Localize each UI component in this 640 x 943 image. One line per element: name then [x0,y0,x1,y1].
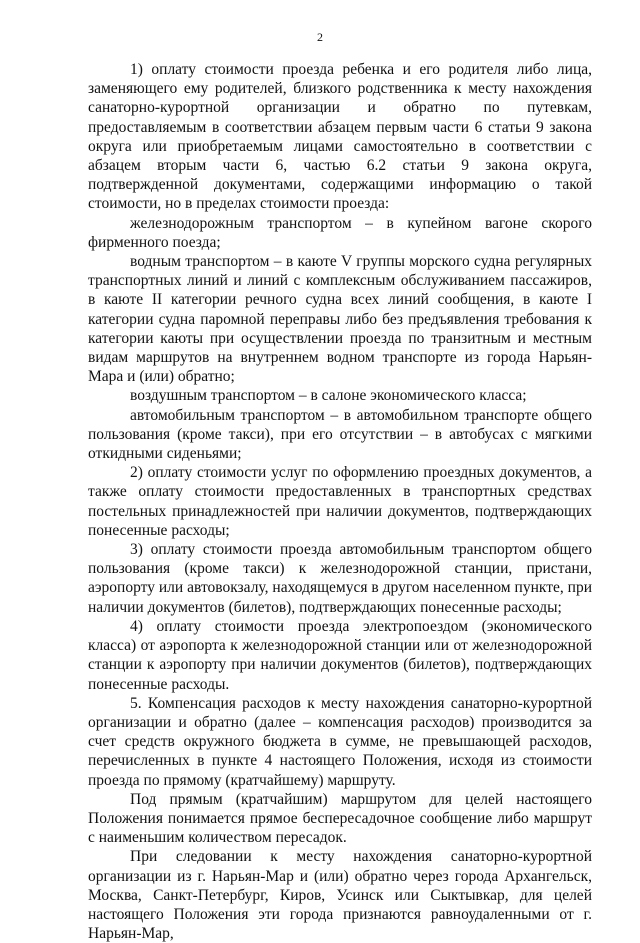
paragraph-road-transport: автомобильным транспортом – в автомобильном транспорте общего пользования (кроме такси), при его отсутствии – в автобусах с мягкими откидными сиденьями; [88,406,592,463]
paragraph-direct-route-definition: Под прямым (кратчайшим) маршрутом для целей настоящего Положения понимается прямое беспересадочное сообщение либо маршрут с наименьшим количеством пересадок. [88,790,592,847]
paragraph-1-item-1: 1) оплату стоимости проезда ребенка и его родителя либо лица, заменяющего ему родителей, близкого родственника к месту нахождения санаторно-курортной организации и обратно по путевкам, предоставляемым в соответствии абзацем первым части 6 статьи 9 закона округа или приобретаемым лицами самостоятельно в соответствии с абзацем вторым части 6, частью 6.2 статьи 9 закона округа, подтвержденной документами, содержащими информацию о такой стоимости, но в пределах стоимости проезда: [88,61,592,213]
paragraph-item-2: 2) оплату стоимости услуг по оформлению проездных документов, а также оплату стоимости предоставленных в транспортных средствах постельных принадлежностей при наличии документов, подтверждающих понесенные расходы; [88,464,592,539]
paragraph-equidistant-cities: При следовании к месту нахождения санаторно-курортной организации из г. Нарьян-Мар и (или) обратно через города Архангельск, Москва, Санкт-Петербург, Киров, Усинск или Сыктывкар, для целей настоящего Положения эти города признаются равноудаленными от г. Нарьян-Мар, [88,848,592,943]
paragraph-rail-transport: железнодорожным транспортом – в купейном вагоне скорого фирменного поезда; [88,214,592,251]
paragraph-section-5: 5. Компенсация расходов к месту нахождения санаторно-курортной организации и обратно (далее – компенсация расходов) производится за счет средств окружного бюджета в сумме, не превышающей расходов, перечисленных в пункте 4 настоящего Положения, исходя из стоимости проезда по прямому (кратчайшему) маршруту. [88,694,592,789]
paragraph-air-transport: воздушным транспортом – в салоне экономического класса; [130,387,527,405]
paragraph-item-3: 3) оплату стоимости проезда автомобильным транспортом общего пользования (кроме такси) к железнодорожной станции, пристани, аэропорту или автовокзалу, находящемуся в другом населенном пункте, при наличии документов (билетов), подтверждающих понесенные расходы; [88,541,592,616]
document-body [88,60,592,943]
page-number: 2 [317,30,323,44]
paragraph-item-4: 4) оплату стоимости проезда электропоездом (экономического класса) от аэропорта к железнодорожной станции или от железнодорожной станции к аэропорту при наличии документов (билетов), подтверждающих понесенные расходы. [88,617,592,693]
paragraph-water-transport: водным транспортом – в каюте V группы морского судна регулярных транспортных линий и линий с комплексным обслуживанием пассажиров, в каюте II категории речного судна всех линий сообщения, в каюте I категории судна паромной переправы либо без предъявления требования к категории каюты при осуществлении проезда по транзитным и местным видам маршрутов на внутреннем водном транспорте из города Нарьян-Мара и (или) обратно; [88,253,592,386]
